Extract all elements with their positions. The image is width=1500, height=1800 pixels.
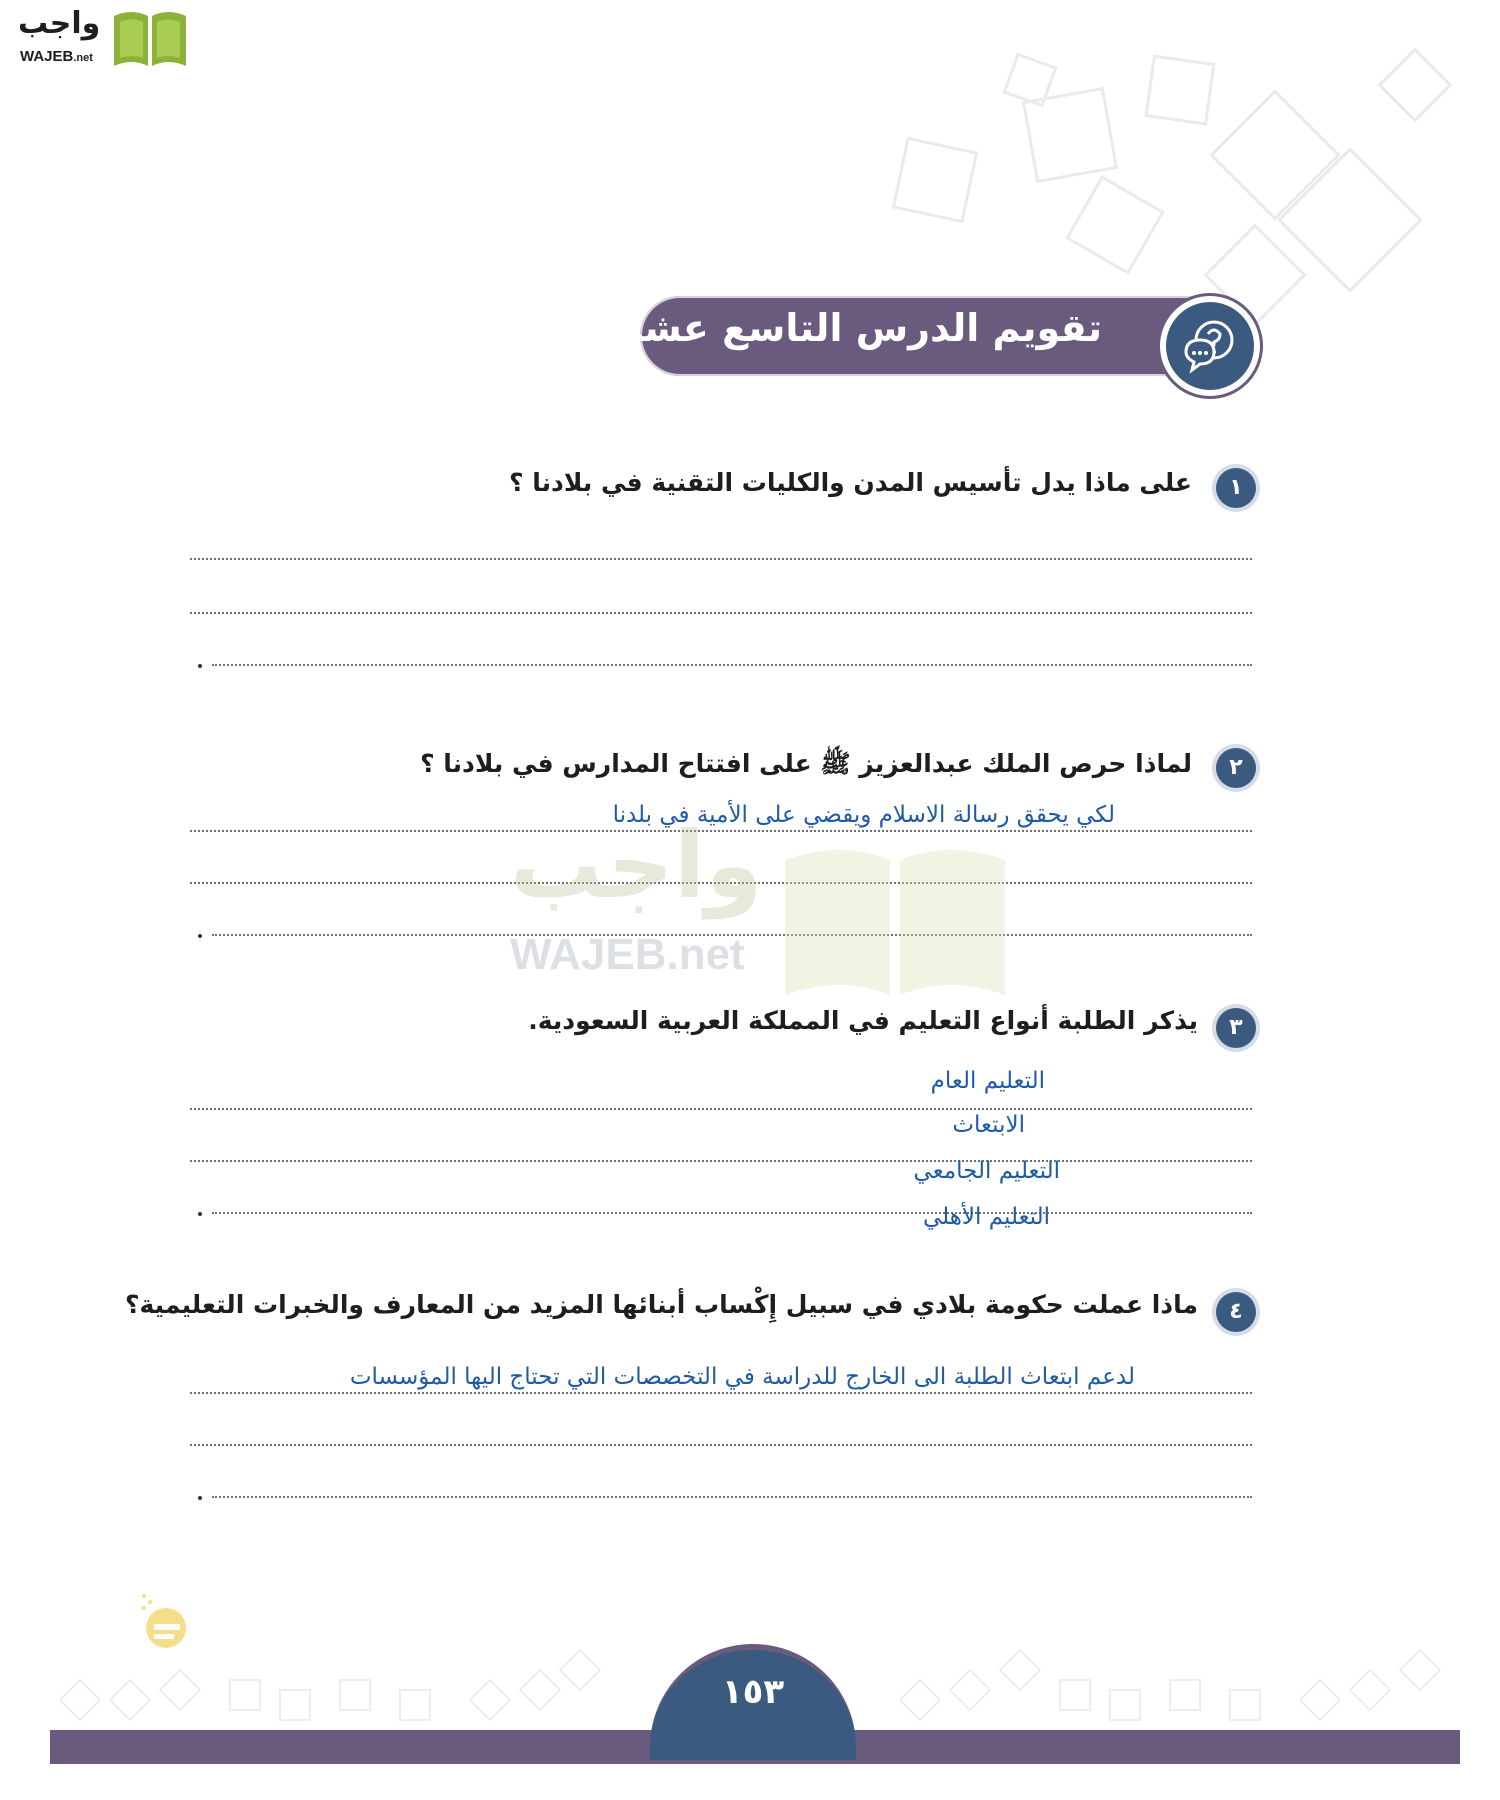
- question-2-answer: لكي يحقق رسالة الاسلام ويقضي على الأمية في بلدنا: [612, 802, 1115, 828]
- answer-line[interactable]: [190, 1108, 1252, 1110]
- lesson-title: تقويم الدرس التاسع عشر: [620, 306, 1102, 350]
- answer-line[interactable]: [212, 1496, 1252, 1498]
- watermark-arabic: واجب: [510, 812, 763, 919]
- line-end-dot: [198, 664, 202, 668]
- answer-line[interactable]: [190, 612, 1252, 614]
- publisher-logo-icon: [136, 1588, 196, 1668]
- answer-line[interactable]: [212, 1212, 1252, 1214]
- question-3-answer-2: الابتعاث: [952, 1112, 1025, 1138]
- question-1-text: على ماذا يدل تأسيس المدن والكليات التقنية في بلادنا ؟: [509, 468, 1192, 497]
- question-3-answer-1: التعليم العام: [930, 1068, 1045, 1094]
- answer-line[interactable]: [190, 1444, 1252, 1446]
- line-end-dot: [198, 1496, 202, 1500]
- question-3-answer-4: التعليم الأهلي: [922, 1204, 1050, 1230]
- answer-line[interactable]: [212, 664, 1252, 666]
- logo-arabic: واجب: [18, 6, 101, 41]
- line-end-dot: [198, 934, 202, 938]
- logo-latin: WAJEB.net: [20, 48, 93, 65]
- watermark-latin: WAJEB.net: [510, 930, 745, 979]
- question-4-text: ماذا عملت حكومة بلادي في سبيل إِكْساب أبنائها المزيد من المعارف والخبرات التعليمية؟: [124, 1290, 1198, 1319]
- watermark-book-icon: [780, 840, 1010, 1000]
- answer-line[interactable]: [190, 1160, 1252, 1162]
- question-4-answer: لدعم ابتعاث الطلبة الى الخارج للدراسة في التخصصات التي تحتاج اليها المؤسسات: [349, 1364, 1135, 1390]
- open-book-icon: [110, 6, 190, 70]
- page-number: ١٥٣: [721, 1672, 785, 1712]
- question-4-number: ٤: [1216, 1292, 1256, 1332]
- question-bubble-icon: [1180, 316, 1240, 376]
- answer-line[interactable]: [190, 558, 1252, 560]
- wajeb-watermark: [500, 812, 1020, 1000]
- question-1-number: ١: [1216, 468, 1256, 508]
- line-end-dot: [198, 1212, 202, 1216]
- question-3-answer-3: التعليم الجامعي: [913, 1158, 1060, 1184]
- question-2-text: لماذا حرص الملك عبدالعزيز ﷺ على افتتاح المدارس في بلادنا ؟: [420, 749, 1192, 778]
- header-badge: [1160, 296, 1260, 396]
- question-3-text: يذكر الطلبة أنواع التعليم في المملكة العربية السعودية.: [528, 1006, 1198, 1035]
- question-3-number: ٣: [1216, 1008, 1256, 1048]
- question-2-number: ٢: [1216, 748, 1256, 788]
- answer-line[interactable]: [190, 1392, 1252, 1394]
- wajeb-logo[interactable]: [10, 6, 190, 70]
